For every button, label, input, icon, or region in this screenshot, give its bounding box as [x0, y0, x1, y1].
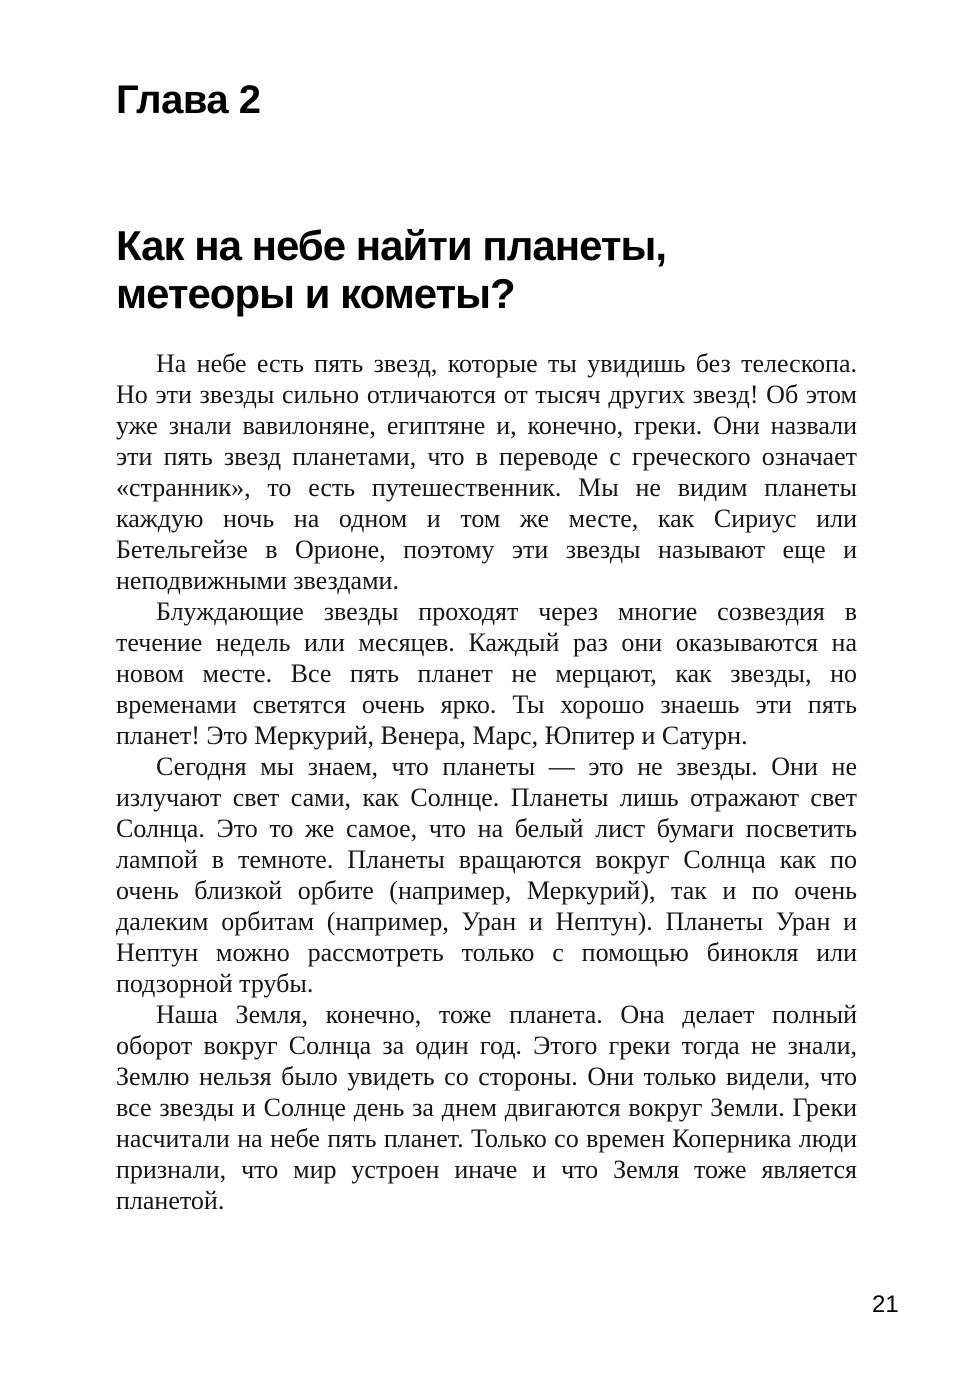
- page-title-line-1: Как на небе найти планеты,: [116, 222, 667, 269]
- body-text: [116, 348, 857, 1216]
- paragraph-1: На небе есть пять звезд, которые ты увидишь без телескопа. Но эти звезды сильно отличаются от тысяч других звезд! Об этом уже знали вавилоняне, египтяне и, конечно, греки. Они назвали эти пять звезд планетами, что в переводе с греческого означает «странник», то есть путешественник. Мы не видим планеты каждую ночь на одном и том же месте, как Сириус или Бетельгейзе в Орионе, поэтому эти звезды называют еще и неподвижными звездами.: [116, 349, 857, 595]
- paragraph-3: Сегодня мы знаем, что планеты — это не звезды. Они не излучают свет сами, как Солнце. Планеты лишь отражают свет Солнца. Это то же самое, что на белый лист бумаги посветить лампой в темноте. Планеты вращаются вокруг Солнца как по очень близкой орбите (например, Меркурий), так и по очень далеким орбитам (например, Уран и Нептун). Планеты Уран и Нептун можно рассмотреть только с помощью бинокля или подзорной трубы.: [116, 752, 857, 998]
- chapter-label: Глава 2: [116, 78, 261, 122]
- paragraph-4: Наша Земля, конечно, тоже планета. Она делает полный оборот вокруг Солнца за один год. Этого греки тогда не знали, Землю нельзя было увидеть со стороны. Они только видели, что все звезды и Солнце день за днем двигаются вокруг Земли. Греки насчитали на небе пять планет. Только со времен Коперника люди признали, что мир устроен иначе и что Земля тоже является планетой.: [116, 1000, 857, 1215]
- paragraph-2: Блуждающие звезды проходят через многие созвездия в течение недель или месяцев. Каждый раз они оказываются на новом месте. Все пять планет не мерцают, как звезды, но временами светятся очень ярко. Ты хорошо знаешь эти пять планет! Это Меркурий, Венера, Марс, Юпитер и Сатурн.: [116, 597, 857, 750]
- page-title-line-2: метеоры и кометы?: [116, 270, 515, 317]
- page-title: [116, 222, 666, 318]
- page-number: 21: [872, 1291, 899, 1318]
